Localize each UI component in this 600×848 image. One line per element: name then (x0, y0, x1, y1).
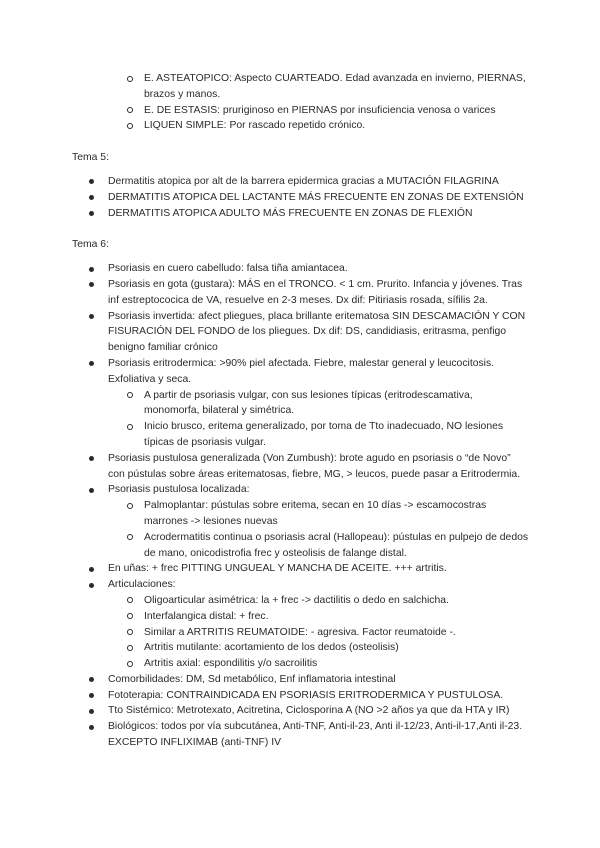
list-item: Tto Sistémico: Metrotexato, Acitretina, Ciclosporina A (NO >2 años ya que da HTA y IR) (0, 703, 600, 719)
bullet-icon (89, 693, 94, 698)
bullet-icon (89, 488, 94, 493)
bullet-icon (89, 195, 94, 200)
list-item: Inicio brusco, eritema generalizado, por toma de Tto inadecuado, NO lesiones típicas de psoriasis vulgar. (0, 419, 600, 451)
section-heading-tema6: Tema 6: (72, 239, 109, 251)
list-item: A partir de psoriasis vulgar, con sus lesiones típicas (eritrodescamativa, monomorfa, bilateral y simétrica. (0, 388, 600, 420)
bullet-icon (89, 314, 94, 319)
bullet-icon (89, 583, 94, 588)
hollow-bullet-icon (127, 629, 133, 635)
hollow-bullet-icon (127, 424, 133, 430)
bullet-icon (89, 211, 94, 216)
hollow-bullet-icon (127, 76, 133, 82)
hollow-bullet-icon (127, 534, 133, 540)
bullet-icon (89, 179, 94, 184)
hollow-bullet-icon (127, 613, 133, 619)
tema6-list (0, 261, 600, 751)
bullet-icon (89, 456, 94, 461)
list-item: Psoriasis invertida: afect pliegues, placa brillante eritematosa SIN DESCAMACIÓN Y CON FISURACIÓN DEL FONDO de los pliegues. Dx dif: DS, candidiasis, eritrasma, penfigo benigno familiar crónico (0, 309, 600, 356)
list-item: Artritis mutilante: acortamiento de los dedos (osteolisis) (0, 640, 600, 656)
list-item: Dermatitis atopica por alt de la barrera epidermica gracias a MUTACIÓN FILAGRINA (0, 174, 600, 190)
hollow-bullet-icon (127, 503, 133, 509)
list-item: E. DE ESTASIS: pruriginoso en PIERNAS por insuficiencia venosa o varices (0, 103, 600, 119)
list-item: DERMATITIS ATOPICA ADULTO MÁS FRECUENTE EN ZONAS DE FLEXIÓN (0, 206, 600, 222)
list-item: Similar a ARTRITIS REUMATOIDE: - agresiva. Factor reumatoide -. (0, 625, 600, 641)
list-item: Oligoarticular asimétrica: la + frec -> dactilitis o dedo en salchicha. (0, 593, 600, 609)
list-item: Artritis axial: espondilitis y/o sacroilitis (0, 656, 600, 672)
bullet-icon (89, 725, 94, 730)
list-item: LIQUEN SIMPLE: Por rascado repetido crónico. (0, 118, 600, 134)
list-item: E. ASTEATOPICO: Aspecto CUARTEADO. Edad avanzada en invierno, PIERNAS, brazos y manos. (0, 71, 600, 103)
list-item: Comorbilidades: DM, Sd metabólico, Enf inflamatoria intestinal (0, 672, 600, 688)
list-item: Acrodermatitis continua o psoriasis acral (Hallopeau): pústulas en pulpejo de dedos de mano, onicodistrofia frec y osteolisis de falange distal. (0, 530, 600, 562)
bullet-icon (89, 709, 94, 714)
list-item: Psoriasis pustulosa localizada: (0, 482, 600, 498)
top-sublist (0, 71, 600, 134)
list-item: Psoriasis en cuero cabelludo: falsa tiña amiantacea. (0, 261, 600, 277)
hollow-bullet-icon (127, 392, 133, 398)
list-item: Biológicos: todos por vía subcutánea, Anti-TNF, Anti-il-23, Anti il-12/23, Anti-il-17,Anti il-23. EXCEPTO INFLIXIMAB (anti-TNF) IV (0, 719, 600, 751)
bullet-icon (89, 267, 94, 272)
list-item: En uñas: + frec PITTING UNGUEAL Y MANCHA DE ACEITE. +++ artritis. (0, 561, 600, 577)
list-item: Psoriasis en gota (gustara): MÁS en el TRONCO. < 1 cm. Prurito. Infancia y jóvenes. Tras inf estreptococica de VA, resuelve en 2-3 meses. Dx dif: Pitiriasis rosada, sífilis 2a. (0, 277, 600, 309)
bullet-icon (89, 282, 94, 287)
list-item: Palmoplantar: pústulas sobre eritema, secan en 10 días -> escamocostras marrones -> lesiones nuevas (0, 498, 600, 530)
hollow-bullet-icon (127, 123, 133, 129)
hollow-bullet-icon (127, 645, 133, 651)
hollow-bullet-icon (127, 107, 133, 113)
list-item: Psoriasis pustulosa generalizada (Von Zumbush): brote agudo en psoriasis o “de Novo” con pústulas sobre áreas eritematosas, fiebre, MG, > leucos, puede pasar a Eritrodermia. (0, 451, 600, 483)
list-item: Articulaciones: (0, 577, 600, 593)
bullet-icon (89, 677, 94, 682)
list-item: Interfalangica distal: + frec. (0, 609, 600, 625)
list-item: Fototerapia: CONTRAINDICADA EN PSORIASIS ERITRODERMICA Y PUSTULOSA. (0, 688, 600, 704)
hollow-bullet-icon (127, 597, 133, 603)
list-item: Psoriasis eritrodermica: >90% piel afectada. Fiebre, malestar general y leucocitosis. Exfoliativa y seca. (0, 356, 600, 388)
hollow-bullet-icon (127, 661, 133, 667)
list-item: DERMATITIS ATOPICA DEL LACTANTE MÁS FRECUENTE EN ZONAS DE EXTENSIÓN (0, 190, 600, 206)
section-heading-tema5: Tema 5: (72, 152, 109, 164)
bullet-icon (89, 361, 94, 366)
tema5-list (0, 174, 600, 221)
bullet-icon (89, 567, 94, 572)
